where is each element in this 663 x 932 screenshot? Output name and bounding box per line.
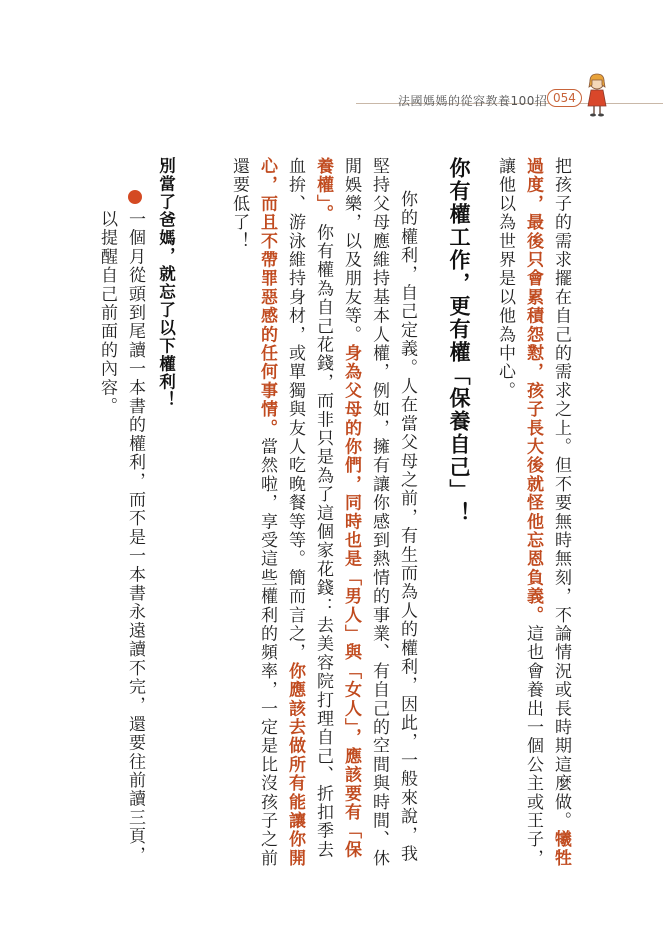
page-number: 054: [547, 89, 582, 107]
para2-line6: 心，而且不帶罪惡感的任何事情。當然啦，享受這些權利的頻率，一定是比沒孩子之前: [257, 157, 277, 868]
bullet-line2: 以提醒自己前面的內容。: [97, 210, 117, 416]
para1-line2: 過度，最後只會累積怨懟，孩子長大後就怪他忘恩負義。這也會養出一個公主或王子，: [523, 157, 543, 868]
book-title: 法國媽媽的從容教養100招: [398, 94, 548, 108]
girl-mascot-icon: [584, 72, 610, 118]
para2-line2: 堅持父母應維持基本人權，例如，擁有讓你感到熱情的事業、有自己的空間與時間、休: [369, 157, 389, 868]
rights-subheading: 別當了爸媽，就忘了以下權利！: [156, 157, 176, 409]
para2-line3: 閒娛樂，以及朋友等。身為父母的你們，同時也是「男人」與「女人」，應該要有「保: [341, 157, 361, 860]
para2-line1: 你的權利，自己定義。人在當父母之前，有生而為人的權利，因此，一般來說，我: [397, 190, 417, 864]
bullet-dot-icon: [128, 190, 142, 204]
para2-line5: 血拚、游泳維持身材，或單獨與友人吃晚餐等等。簡而言之，你應該去做所有能讓你開: [285, 157, 305, 868]
bullet-line1: 一個月從頭到尾讀一本書的權利，而不是一本書永遠讀不完，還要往前讀三頁，: [125, 210, 145, 865]
para2-line7: 還要低了！: [229, 157, 249, 251]
para1-line3: 讓他以為世界是以他為中心。: [495, 157, 515, 401]
para1-line1: 把孩子的需求擺在自己的需求之上。但不要無時無刻，不論情況或長時期這麼做。犧牲: [551, 157, 571, 868]
section-heading: 你有權工作，更有權「保養自己」！: [447, 157, 471, 525]
para2-line4: 養權」。你有權為自己花錢，而非只是為了這個家花錢：去美容院打理自己、折扣季去: [313, 157, 333, 860]
